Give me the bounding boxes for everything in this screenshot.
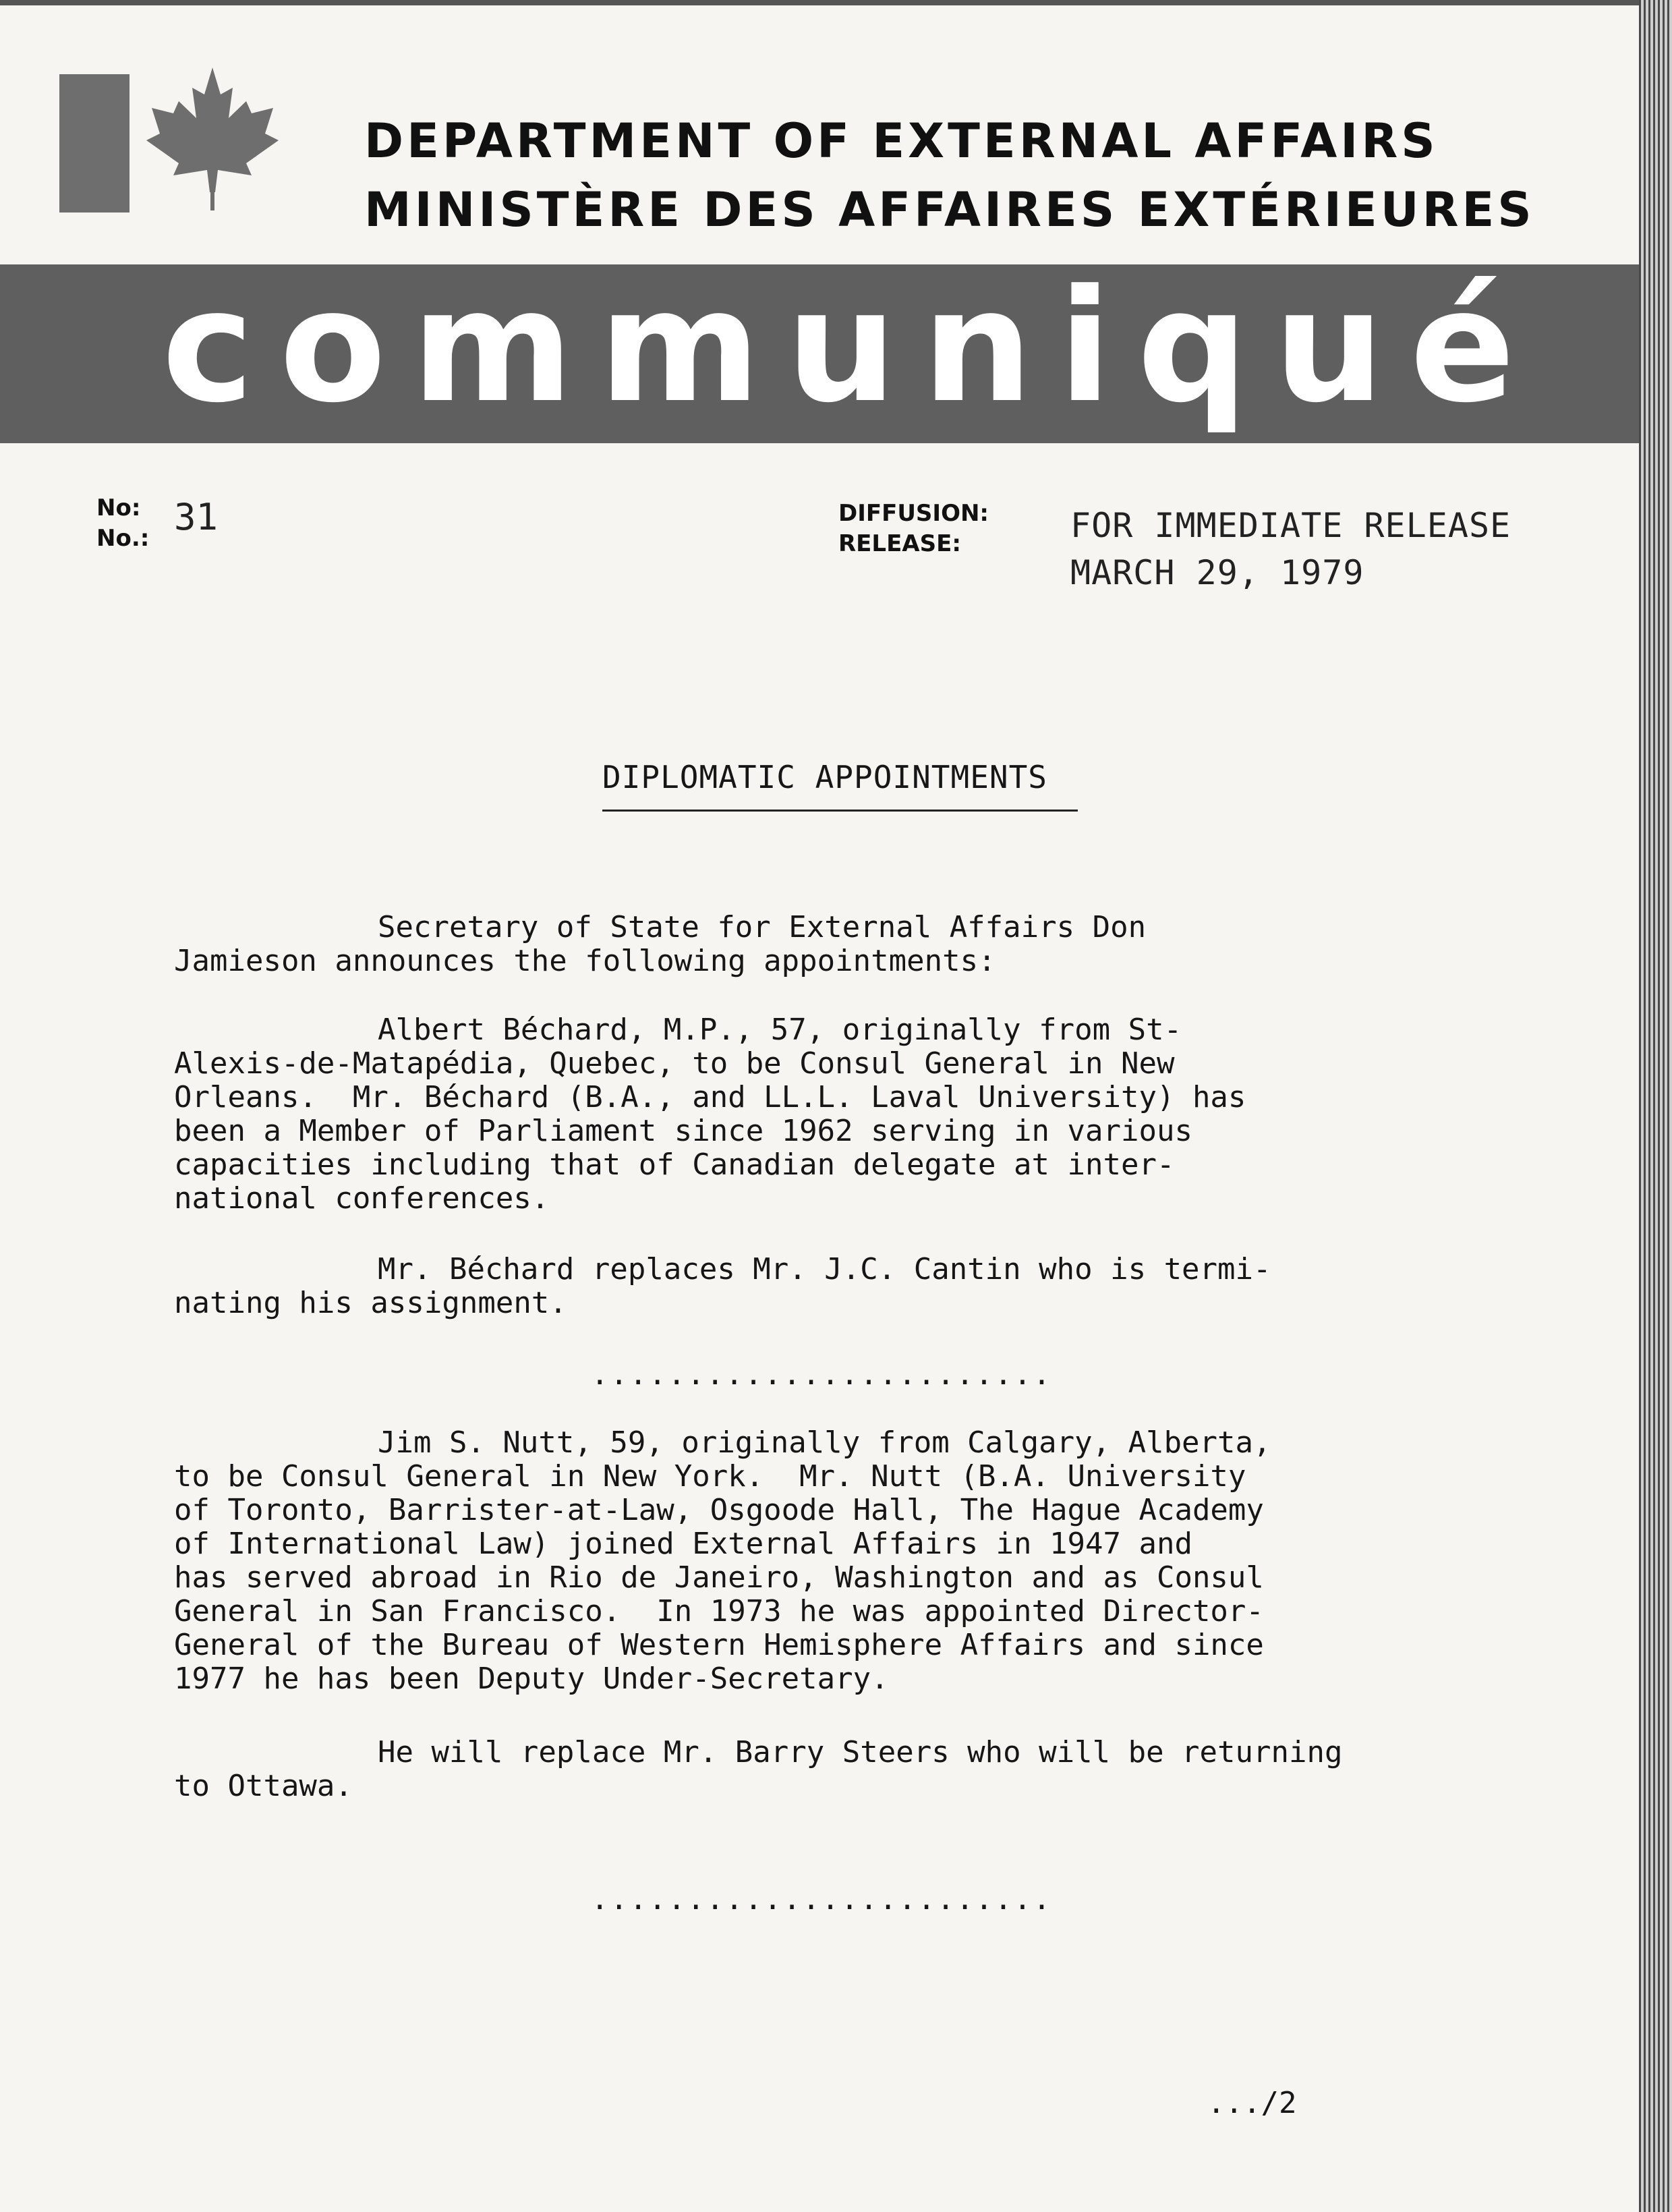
title-underline <box>602 810 1078 812</box>
text-line: He will replace Mr. Barry Steers who will be returning <box>378 1735 1343 1769</box>
section-separator-bottom: ........................ <box>591 1882 1052 1917</box>
release-date: MARCH 29, 1979 <box>1070 553 1364 592</box>
section-separator: ........................ <box>591 1357 1052 1392</box>
text-line: Mr. Béchard replaces Mr. J.C. Cantin who is termi- <box>378 1252 1271 1286</box>
nutt-paragraph <box>174 1426 1523 1696</box>
release-label: RELEASE: <box>838 530 961 557</box>
document-title: DIPLOMATIC APPOINTMENTS <box>602 759 1047 795</box>
text-line: of International Law) joined External Affairs in 1947 and <box>174 1527 1192 1561</box>
bechard-replacement-paragraph <box>174 1253 1523 1320</box>
nutt-replacement-paragraph <box>174 1736 1523 1803</box>
flag-red-bar <box>59 74 129 212</box>
number-label-fr: No: <box>96 494 141 521</box>
text-line: has served abroad in Rio de Janeiro, Washington and as Consul <box>174 1560 1264 1595</box>
text-line: national conferences. <box>174 1181 550 1216</box>
text-line: General in San Francisco. In 1973 he was appointed Director- <box>174 1594 1264 1628</box>
page-stack-edge <box>1639 0 1672 2212</box>
communique-banner-text: communiqué <box>162 257 1541 437</box>
text-line: Secretary of State for External Affairs Don <box>378 910 1147 944</box>
department-name-fr: MINISTÈRE DES AFFAIRES EXTÉRIEURES <box>364 182 1535 237</box>
text-line: Jim S. Nutt, 59, originally from Calgary, Alberta, <box>378 1425 1271 1460</box>
number-label-en: No.: <box>96 525 150 552</box>
page-top-edge <box>0 0 1639 5</box>
text-line: capacities including that of Canadian delegate at inter- <box>174 1147 1175 1182</box>
bechard-paragraph <box>174 1013 1523 1216</box>
intro-paragraph <box>174 911 1523 978</box>
text-line: been a Member of Parliament since 1962 serving in various <box>174 1114 1192 1148</box>
text-line: to Ottawa. <box>174 1769 353 1803</box>
department-name-en: DEPARTMENT OF EXTERNAL AFFAIRS <box>364 113 1439 169</box>
text-line: to be Consul General in New York. Mr. Nutt (B.A. University <box>174 1459 1246 1494</box>
text-line: General of the Bureau of Western Hemisphere Affairs and since <box>174 1628 1264 1662</box>
text-line: Orleans. Mr. Béchard (B.A., and LL.L. Laval University) has <box>174 1080 1246 1114</box>
page-continuation: .../2 <box>1207 2086 1297 2120</box>
text-line: of Toronto, Barrister-at-Law, Osgoode Hall, The Hague Academy <box>174 1493 1264 1527</box>
diffusion-label: DIFFUSION: <box>838 500 989 527</box>
maple-leaf-icon <box>145 67 280 212</box>
text-line: Albert Béchard, M.P., 57, originally from St- <box>378 1013 1182 1047</box>
text-line: Alexis-de-Matapédia, Quebec, to be Consul General in New <box>174 1046 1175 1081</box>
communique-number: 31 <box>174 496 219 538</box>
text-line: Jamieson announces the following appointments: <box>174 944 996 978</box>
release-value: FOR IMMEDIATE RELEASE <box>1070 506 1511 545</box>
text-line: nating his assignment. <box>174 1286 567 1320</box>
text-line: 1977 he has been Deputy Under-Secretary. <box>174 1662 889 1696</box>
